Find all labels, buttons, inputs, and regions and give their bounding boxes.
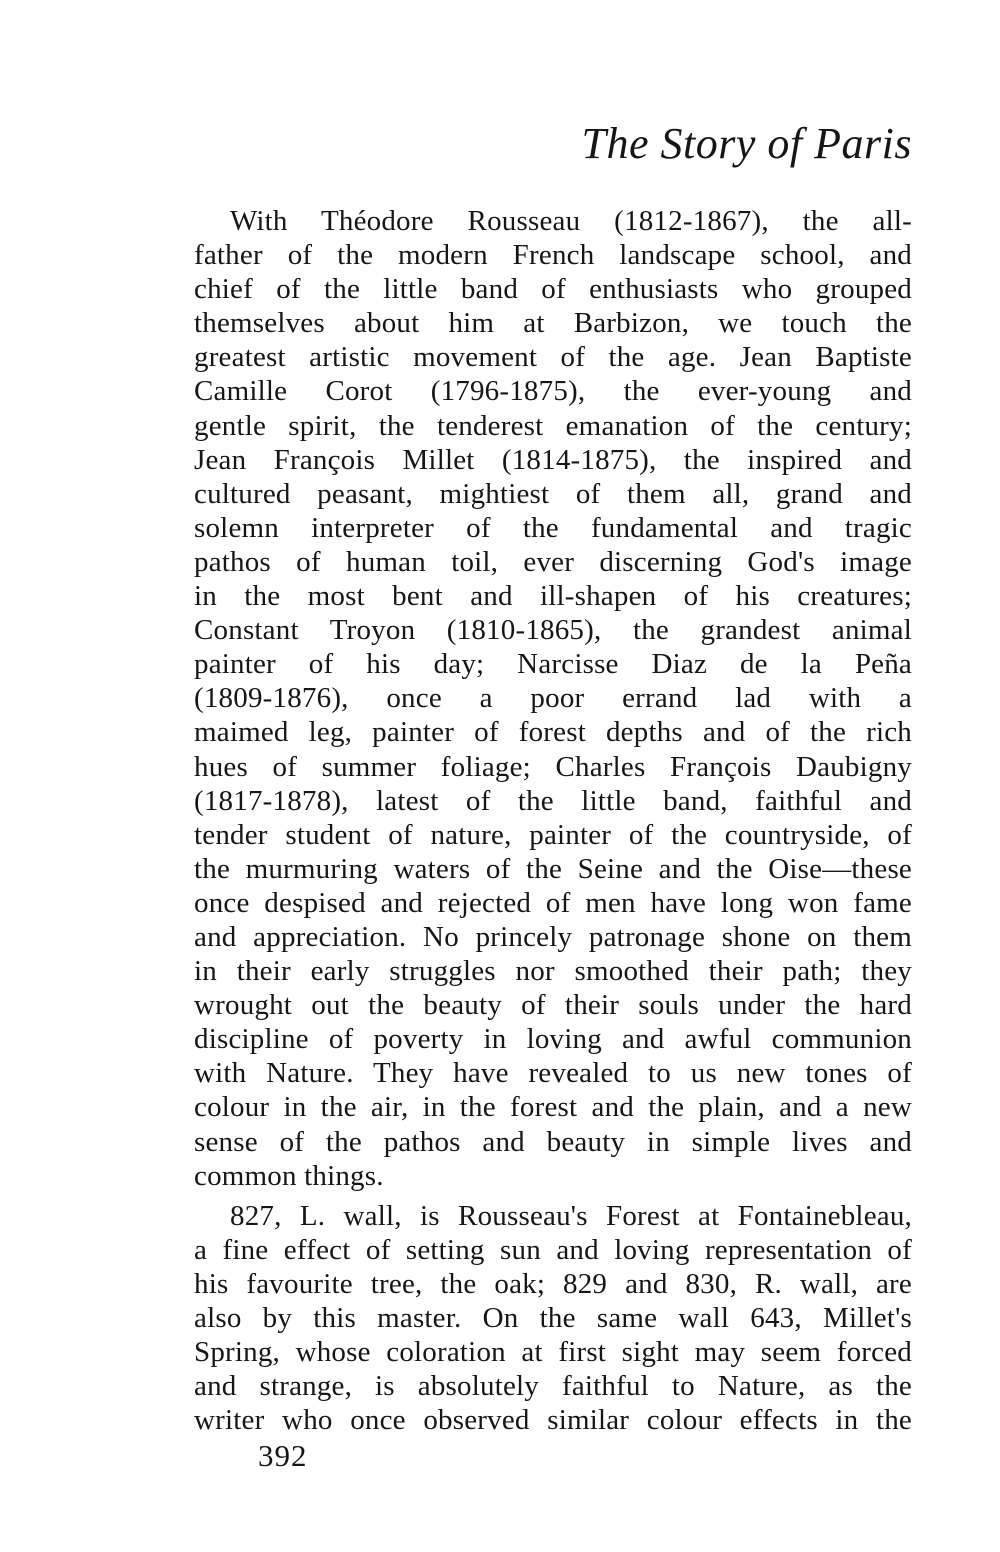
text-line: Constant Troyon (1810-1865), the grandest animal (194, 614, 912, 647)
text-line: writer who once observed similar colour effects in the (194, 1404, 912, 1437)
text-line: in the most bent and ill-shapen of his creatures; (194, 580, 912, 613)
text-line: pathos of human toil, ever discerning God's image (194, 545, 912, 578)
text-line: also by this master. On the same wall 643, Millet's (194, 1302, 912, 1334)
text-line: solemn interpreter of the fundamental and tragic (194, 511, 912, 544)
text-line: cultured peasant, mightiest of them all, grand and (194, 477, 912, 510)
body-text (194, 204, 912, 1437)
text-line: maimed leg, painter of forest depths and of the rich (194, 716, 912, 749)
text-line: discipline of poverty in loving and awful communion (194, 1023, 912, 1056)
page-number: 392 (258, 1438, 308, 1473)
text-line: his favourite tree, the oak; 829 and 830, R. wall, are (194, 1267, 912, 1300)
text-line: painter of his day; Narcisse Diaz de la Peña (194, 648, 912, 681)
text-line: and strange, is absolutely faithful to Nature, as the (194, 1370, 912, 1403)
text-line: Spring, whose coloration at first sight may seem forced (194, 1336, 912, 1369)
text-line: with Nature. They have revealed to us new tones of (194, 1057, 912, 1090)
paragraph-1 (194, 204, 912, 1193)
text-line: sense of the pathos and beauty in simple lives and (194, 1125, 912, 1158)
text-line: (1817-1878), latest of the little band, faithful and (194, 784, 912, 817)
text-line: colour in the air, in the forest and the plain, and a new (194, 1091, 912, 1124)
running-head: The Story of Paris (581, 119, 912, 168)
text-line: and appreciation. No princely patronage shone on them (194, 920, 912, 953)
text-line: gentle spirit, the tenderest emanation of the century; (194, 409, 912, 442)
text-line: Camille Corot (1796-1875), the ever-young and (194, 375, 912, 408)
text-line: greatest artistic movement of the age. Jean Baptiste (194, 341, 912, 374)
text-line: a fine effect of setting sun and loving representation of (194, 1233, 912, 1266)
text-line: themselves about him at Barbizon, we touch the (194, 307, 912, 340)
text-line: common things. (194, 1159, 384, 1192)
text-line: chief of the little band of enthusiasts who grouped (194, 273, 912, 306)
text-line: hues of summer foliage; Charles François Daubigny (194, 750, 912, 783)
text-line: wrought out the beauty of their souls under the hard (194, 989, 912, 1022)
text-line: 827, L. wall, is Rousseau's Forest at Fontainebleau, (230, 1199, 912, 1232)
text-line: With Théodore Rousseau (1812-1867), the all- (230, 205, 912, 237)
text-line: the murmuring waters of the Seine and the Oise—these (194, 852, 912, 885)
paragraph-2 (194, 1199, 912, 1438)
text-line: Jean François Millet (1814-1875), the inspired and (194, 443, 912, 476)
text-line: father of the modern French landscape school, and (194, 239, 912, 272)
text-line: once despised and rejected of men have long won fame (194, 886, 912, 919)
text-line: in their early struggles nor smoothed their path; they (194, 955, 912, 988)
text-line: tender student of nature, painter of the countryside, of (194, 818, 912, 851)
text-line: (1809-1876), once a poor errand lad with a (194, 682, 912, 715)
